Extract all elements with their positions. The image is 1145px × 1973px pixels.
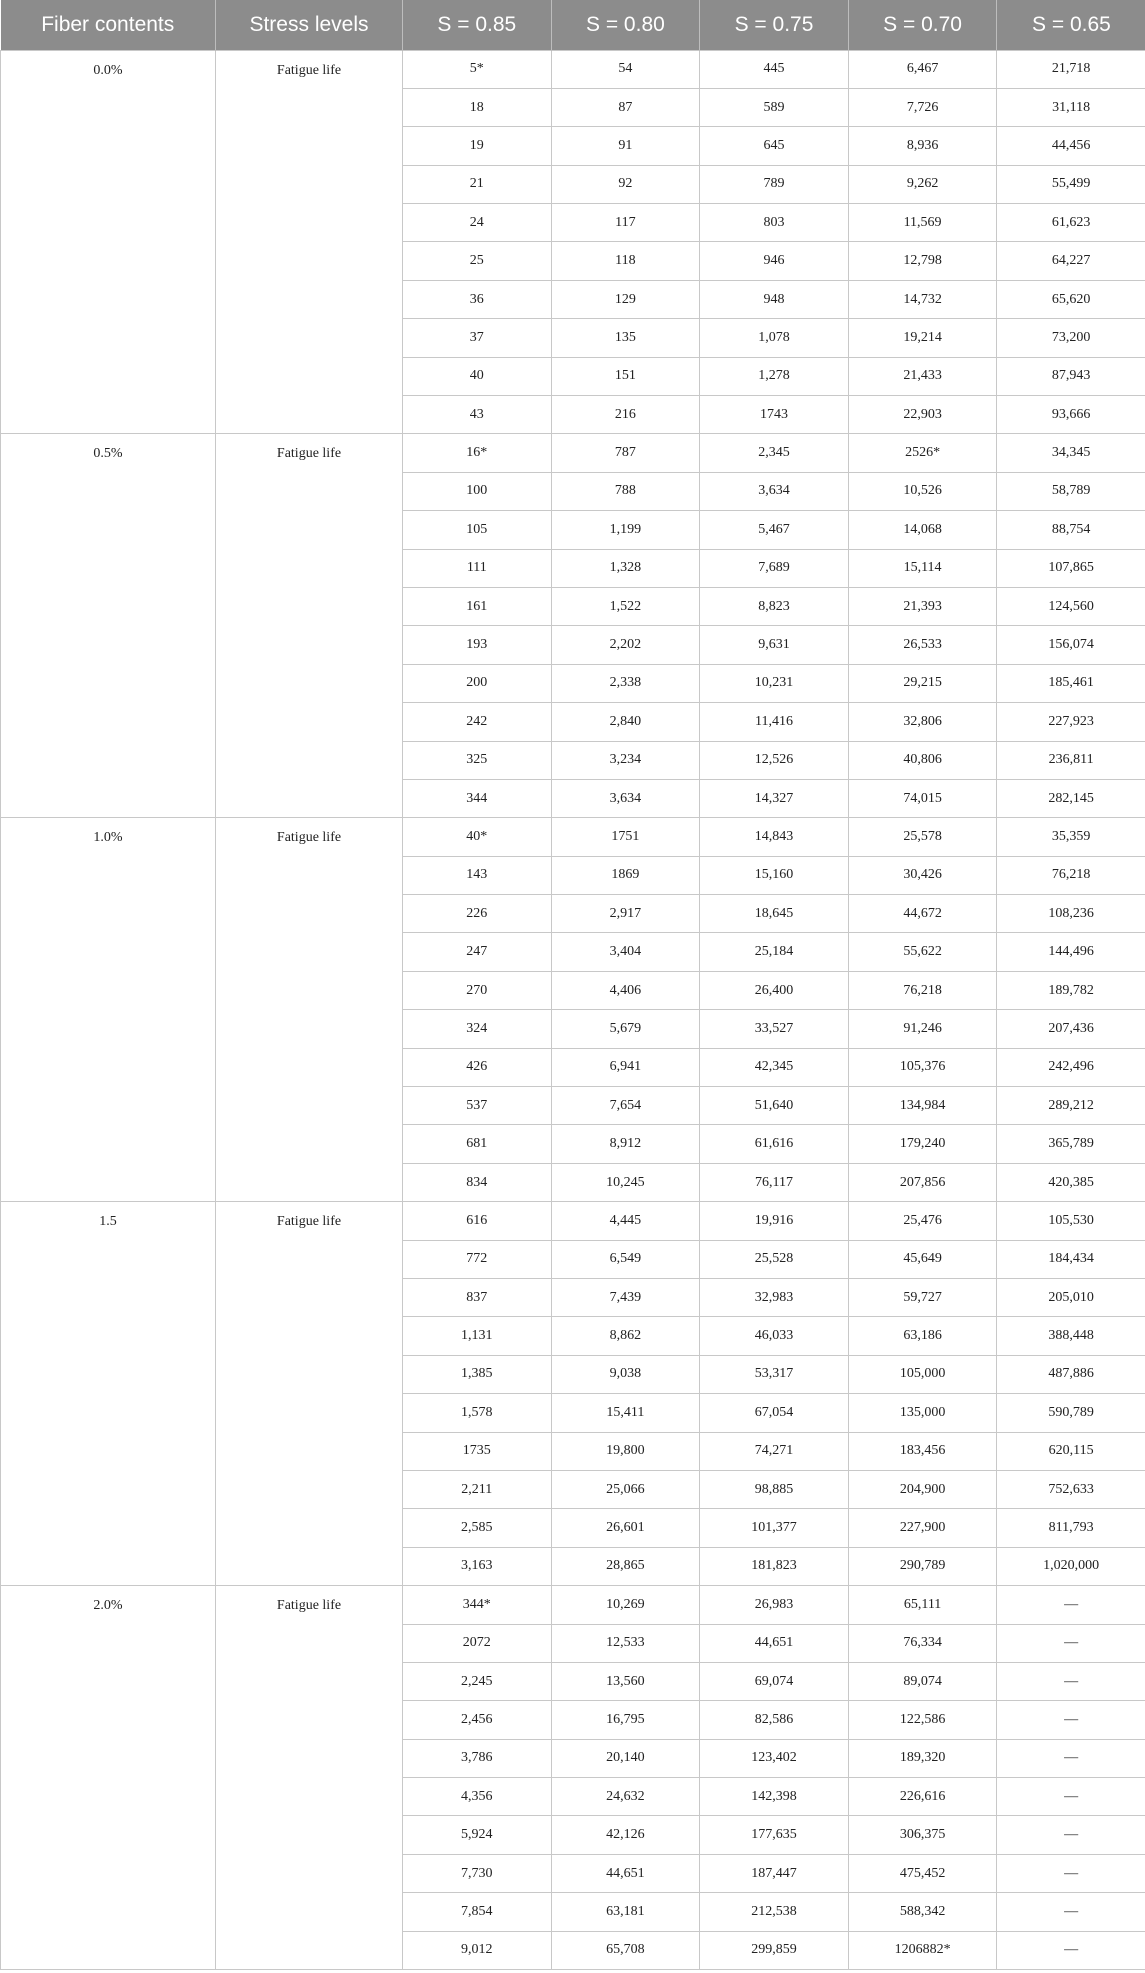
cell-s-065: 487,886 — [997, 1355, 1145, 1393]
cell-s-085: 25 — [403, 242, 552, 280]
cell-s-080: 54 — [551, 50, 700, 88]
cell-s-075: 946 — [700, 242, 849, 280]
cell-s-065: 752,633 — [997, 1470, 1145, 1508]
cell-s-070: 30,426 — [848, 856, 997, 894]
cell-s-065: 35,359 — [997, 818, 1145, 856]
cell-s-065: 107,865 — [997, 549, 1145, 587]
cell-s-070: 22,903 — [848, 396, 997, 434]
header-s-085: S = 0.85 — [403, 0, 552, 50]
cell-s-075: 42,345 — [700, 1048, 849, 1086]
cell-s-085: 1,131 — [403, 1317, 552, 1355]
cell-s-085: 200 — [403, 664, 552, 702]
cell-s-085: 772 — [403, 1240, 552, 1278]
cell-s-070: 8,936 — [848, 127, 997, 165]
cell-s-075: 212,538 — [700, 1893, 849, 1931]
cell-s-065: 44,456 — [997, 127, 1145, 165]
cell-s-070: 15,114 — [848, 549, 997, 587]
cell-s-075: 18,645 — [700, 895, 849, 933]
cell-s-080: 129 — [551, 280, 700, 318]
cell-s-080: 87 — [551, 88, 700, 126]
cell-s-070: 65,111 — [848, 1586, 997, 1624]
cell-s-065: 207,436 — [997, 1010, 1145, 1048]
cell-s-080: 2,338 — [551, 664, 700, 702]
cell-s-075: 5,467 — [700, 511, 849, 549]
cell-s-065: 289,212 — [997, 1087, 1145, 1125]
cell-s-075: 33,527 — [700, 1010, 849, 1048]
cell-s-080: 25,066 — [551, 1470, 700, 1508]
stress-level-cell: Fatigue life — [216, 1586, 403, 1970]
cell-s-065: 73,200 — [997, 319, 1145, 357]
cell-s-075: 177,635 — [700, 1816, 849, 1854]
cell-s-085: 2,456 — [403, 1701, 552, 1739]
cell-s-075: 1,078 — [700, 319, 849, 357]
cell-s-085: 2072 — [403, 1624, 552, 1662]
cell-s-070: 59,727 — [848, 1279, 997, 1317]
cell-s-085: 344* — [403, 1586, 552, 1624]
cell-s-080: 2,917 — [551, 895, 700, 933]
cell-s-075: 101,377 — [700, 1509, 849, 1547]
cell-s-070: 306,375 — [848, 1816, 997, 1854]
cell-s-085: 43 — [403, 396, 552, 434]
cell-s-070: 21,433 — [848, 357, 997, 395]
cell-s-065: 590,789 — [997, 1394, 1145, 1432]
cell-s-065: 189,782 — [997, 971, 1145, 1009]
cell-s-075: 11,416 — [700, 703, 849, 741]
cell-s-075: 25,528 — [700, 1240, 849, 1278]
cell-s-080: 16,795 — [551, 1701, 700, 1739]
cell-s-080: 1751 — [551, 818, 700, 856]
cell-s-075: 1743 — [700, 396, 849, 434]
cell-s-075: 181,823 — [700, 1547, 849, 1585]
cell-s-065: 184,434 — [997, 1240, 1145, 1278]
cell-s-085: 2,211 — [403, 1470, 552, 1508]
cell-s-085: 40 — [403, 357, 552, 395]
cell-s-065: 87,943 — [997, 357, 1145, 395]
cell-s-065: 388,448 — [997, 1317, 1145, 1355]
cell-s-065: 88,754 — [997, 511, 1145, 549]
cell-s-085: 270 — [403, 971, 552, 1009]
cell-s-075: 7,689 — [700, 549, 849, 587]
cell-s-075: 15,160 — [700, 856, 849, 894]
cell-s-075: 8,823 — [700, 587, 849, 625]
cell-s-085: 143 — [403, 856, 552, 894]
cell-s-085: 616 — [403, 1202, 552, 1240]
cell-s-075: 25,184 — [700, 933, 849, 971]
table-body — [1, 50, 1145, 1970]
cell-s-065: 65,620 — [997, 280, 1145, 318]
cell-s-080: 5,679 — [551, 1010, 700, 1048]
cell-s-080: 3,634 — [551, 779, 700, 817]
cell-s-085: 36 — [403, 280, 552, 318]
cell-s-080: 15,411 — [551, 1394, 700, 1432]
cell-s-085: 37 — [403, 319, 552, 357]
cell-s-065: — — [997, 1739, 1145, 1777]
cell-s-085: 226 — [403, 895, 552, 933]
cell-s-085: 161 — [403, 587, 552, 625]
cell-s-075: 82,586 — [700, 1701, 849, 1739]
cell-s-065: — — [997, 1624, 1145, 1662]
cell-s-070: 7,726 — [848, 88, 997, 126]
cell-s-075: 445 — [700, 50, 849, 88]
cell-s-070: 32,806 — [848, 703, 997, 741]
cell-s-070: 89,074 — [848, 1662, 997, 1700]
cell-s-085: 5* — [403, 50, 552, 88]
cell-s-085: 834 — [403, 1163, 552, 1201]
cell-s-065: 205,010 — [997, 1279, 1145, 1317]
fiber-content-cell: 1.0% — [1, 818, 216, 1202]
cell-s-070: 135,000 — [848, 1394, 997, 1432]
cell-s-080: 26,601 — [551, 1509, 700, 1547]
cell-s-070: 105,000 — [848, 1355, 997, 1393]
stress-level-cell: Fatigue life — [216, 50, 403, 434]
cell-s-085: 242 — [403, 703, 552, 741]
cell-s-065: 76,218 — [997, 856, 1145, 894]
cell-s-075: 19,916 — [700, 1202, 849, 1240]
cell-s-085: 21 — [403, 165, 552, 203]
cell-s-085: 16* — [403, 434, 552, 472]
cell-s-080: 92 — [551, 165, 700, 203]
cell-s-075: 69,074 — [700, 1662, 849, 1700]
cell-s-080: 6,549 — [551, 1240, 700, 1278]
cell-s-075: 98,885 — [700, 1470, 849, 1508]
cell-s-085: 1,578 — [403, 1394, 552, 1432]
cell-s-070: 40,806 — [848, 741, 997, 779]
cell-s-080: 6,941 — [551, 1048, 700, 1086]
cell-s-065: 105,530 — [997, 1202, 1145, 1240]
cell-s-075: 9,631 — [700, 626, 849, 664]
cell-s-070: 91,246 — [848, 1010, 997, 1048]
cell-s-085: 537 — [403, 1087, 552, 1125]
cell-s-075: 12,526 — [700, 741, 849, 779]
cell-s-065: — — [997, 1701, 1145, 1739]
cell-s-070: 29,215 — [848, 664, 997, 702]
cell-s-080: 63,181 — [551, 1893, 700, 1931]
cell-s-070: 475,452 — [848, 1854, 997, 1892]
cell-s-080: 20,140 — [551, 1739, 700, 1777]
cell-s-075: 645 — [700, 127, 849, 165]
cell-s-070: 290,789 — [848, 1547, 997, 1585]
cell-s-080: 12,533 — [551, 1624, 700, 1662]
cell-s-070: 25,578 — [848, 818, 997, 856]
table-row — [1, 1202, 1145, 1240]
cell-s-085: 344 — [403, 779, 552, 817]
cell-s-070: 588,342 — [848, 1893, 997, 1931]
cell-s-075: 26,400 — [700, 971, 849, 1009]
stress-level-cell: Fatigue life — [216, 1202, 403, 1586]
cell-s-065: 108,236 — [997, 895, 1145, 933]
cell-s-065: 620,115 — [997, 1432, 1145, 1470]
cell-s-065: 58,789 — [997, 472, 1145, 510]
cell-s-080: 4,445 — [551, 1202, 700, 1240]
cell-s-065: — — [997, 1586, 1145, 1624]
cell-s-070: 55,622 — [848, 933, 997, 971]
cell-s-085: 681 — [403, 1125, 552, 1163]
cell-s-080: 65,708 — [551, 1931, 700, 1969]
header-fiber-contents: Fiber contents — [1, 0, 216, 50]
cell-s-065: 282,145 — [997, 779, 1145, 817]
cell-s-070: 183,456 — [848, 1432, 997, 1470]
header-s-080: S = 0.80 — [551, 0, 700, 50]
cell-s-085: 7,730 — [403, 1854, 552, 1892]
cell-s-065: 31,118 — [997, 88, 1145, 126]
cell-s-085: 324 — [403, 1010, 552, 1048]
cell-s-085: 325 — [403, 741, 552, 779]
cell-s-080: 3,234 — [551, 741, 700, 779]
cell-s-080: 10,245 — [551, 1163, 700, 1201]
cell-s-070: 134,984 — [848, 1087, 997, 1125]
cell-s-080: 1,328 — [551, 549, 700, 587]
cell-s-080: 1,522 — [551, 587, 700, 625]
cell-s-070: 76,334 — [848, 1624, 997, 1662]
header-s-065: S = 0.65 — [997, 0, 1145, 50]
cell-s-085: 111 — [403, 549, 552, 587]
cell-s-075: 44,651 — [700, 1624, 849, 1662]
cell-s-080: 1,199 — [551, 511, 700, 549]
table-row — [1, 434, 1145, 472]
cell-s-070: 179,240 — [848, 1125, 997, 1163]
cell-s-080: 4,406 — [551, 971, 700, 1009]
cell-s-070: 122,586 — [848, 1701, 997, 1739]
cell-s-065: — — [997, 1854, 1145, 1892]
cell-s-070: 14,068 — [848, 511, 997, 549]
header-s-075: S = 0.75 — [700, 0, 849, 50]
fiber-content-cell: 0.5% — [1, 434, 216, 818]
cell-s-080: 7,439 — [551, 1279, 700, 1317]
cell-s-080: 44,651 — [551, 1854, 700, 1892]
cell-s-080: 151 — [551, 357, 700, 395]
stress-level-cell: Fatigue life — [216, 434, 403, 818]
cell-s-085: 18 — [403, 88, 552, 126]
cell-s-070: 19,214 — [848, 319, 997, 357]
cell-s-065: 55,499 — [997, 165, 1145, 203]
cell-s-085: 4,356 — [403, 1778, 552, 1816]
cell-s-085: 193 — [403, 626, 552, 664]
cell-s-080: 1869 — [551, 856, 700, 894]
cell-s-070: 10,526 — [848, 472, 997, 510]
cell-s-070: 12,798 — [848, 242, 997, 280]
stress-level-cell: Fatigue life — [216, 818, 403, 1202]
cell-s-070: 74,015 — [848, 779, 997, 817]
cell-s-075: 142,398 — [700, 1778, 849, 1816]
cell-s-085: 5,924 — [403, 1816, 552, 1854]
cell-s-080: 8,862 — [551, 1317, 700, 1355]
header-row — [1, 0, 1145, 50]
cell-s-080: 28,865 — [551, 1547, 700, 1585]
cell-s-085: 19 — [403, 127, 552, 165]
cell-s-085: 100 — [403, 472, 552, 510]
cell-s-080: 8,912 — [551, 1125, 700, 1163]
cell-s-075: 948 — [700, 280, 849, 318]
cell-s-065: — — [997, 1662, 1145, 1700]
cell-s-075: 76,117 — [700, 1163, 849, 1201]
cell-s-070: 25,476 — [848, 1202, 997, 1240]
cell-s-085: 105 — [403, 511, 552, 549]
cell-s-080: 19,800 — [551, 1432, 700, 1470]
cell-s-065: — — [997, 1816, 1145, 1854]
cell-s-070: 9,262 — [848, 165, 997, 203]
cell-s-070: 44,672 — [848, 895, 997, 933]
cell-s-075: 589 — [700, 88, 849, 126]
cell-s-065: 420,385 — [997, 1163, 1145, 1201]
cell-s-080: 216 — [551, 396, 700, 434]
cell-s-065: 227,923 — [997, 703, 1145, 741]
cell-s-065: — — [997, 1931, 1145, 1969]
cell-s-070: 11,569 — [848, 204, 997, 242]
cell-s-085: 40* — [403, 818, 552, 856]
cell-s-065: 21,718 — [997, 50, 1145, 88]
header-stress-levels: Stress levels — [216, 0, 403, 50]
cell-s-070: 1206882* — [848, 1931, 997, 1969]
cell-s-085: 3,163 — [403, 1547, 552, 1585]
cell-s-080: 42,126 — [551, 1816, 700, 1854]
cell-s-070: 76,218 — [848, 971, 997, 1009]
cell-s-080: 3,404 — [551, 933, 700, 971]
cell-s-085: 9,012 — [403, 1931, 552, 1969]
cell-s-080: 2,840 — [551, 703, 700, 741]
cell-s-065: 61,623 — [997, 204, 1145, 242]
cell-s-070: 26,533 — [848, 626, 997, 664]
table-row — [1, 1586, 1145, 1624]
cell-s-075: 61,616 — [700, 1125, 849, 1163]
cell-s-075: 789 — [700, 165, 849, 203]
cell-s-065: — — [997, 1778, 1145, 1816]
cell-s-075: 123,402 — [700, 1739, 849, 1777]
cell-s-070: 226,616 — [848, 1778, 997, 1816]
cell-s-085: 3,786 — [403, 1739, 552, 1777]
cell-s-080: 10,269 — [551, 1586, 700, 1624]
cell-s-070: 63,186 — [848, 1317, 997, 1355]
fiber-content-cell: 2.0% — [1, 1586, 216, 1970]
cell-s-070: 14,732 — [848, 280, 997, 318]
cell-s-065: 185,461 — [997, 664, 1145, 702]
cell-s-065: — — [997, 1893, 1145, 1931]
cell-s-075: 3,634 — [700, 472, 849, 510]
cell-s-080: 9,038 — [551, 1355, 700, 1393]
cell-s-085: 247 — [403, 933, 552, 971]
cell-s-065: 64,227 — [997, 242, 1145, 280]
cell-s-080: 135 — [551, 319, 700, 357]
cell-s-075: 10,231 — [700, 664, 849, 702]
cell-s-075: 14,327 — [700, 779, 849, 817]
cell-s-080: 7,654 — [551, 1087, 700, 1125]
cell-s-075: 2,345 — [700, 434, 849, 472]
cell-s-065: 124,560 — [997, 587, 1145, 625]
cell-s-075: 74,271 — [700, 1432, 849, 1470]
cell-s-075: 67,054 — [700, 1394, 849, 1432]
header-s-070: S = 0.70 — [848, 0, 997, 50]
cell-s-065: 1,020,000 — [997, 1547, 1145, 1585]
cell-s-080: 2,202 — [551, 626, 700, 664]
cell-s-075: 299,859 — [700, 1931, 849, 1969]
cell-s-085: 837 — [403, 1279, 552, 1317]
cell-s-065: 242,496 — [997, 1048, 1145, 1086]
cell-s-080: 118 — [551, 242, 700, 280]
cell-s-065: 365,789 — [997, 1125, 1145, 1163]
fiber-content-cell: 0.0% — [1, 50, 216, 434]
cell-s-085: 2,245 — [403, 1662, 552, 1700]
cell-s-085: 1735 — [403, 1432, 552, 1470]
cell-s-085: 2,585 — [403, 1509, 552, 1547]
cell-s-080: 787 — [551, 434, 700, 472]
cell-s-070: 21,393 — [848, 587, 997, 625]
cell-s-075: 187,447 — [700, 1854, 849, 1892]
cell-s-070: 207,856 — [848, 1163, 997, 1201]
cell-s-065: 156,074 — [997, 626, 1145, 664]
cell-s-075: 51,640 — [700, 1087, 849, 1125]
cell-s-075: 46,033 — [700, 1317, 849, 1355]
cell-s-080: 13,560 — [551, 1662, 700, 1700]
cell-s-080: 788 — [551, 472, 700, 510]
cell-s-075: 803 — [700, 204, 849, 242]
cell-s-065: 144,496 — [997, 933, 1145, 971]
fiber-content-cell: 1.5 — [1, 1202, 216, 1586]
cell-s-085: 426 — [403, 1048, 552, 1086]
cell-s-085: 7,854 — [403, 1893, 552, 1931]
table-row — [1, 818, 1145, 856]
cell-s-075: 53,317 — [700, 1355, 849, 1393]
table-row — [1, 50, 1145, 88]
cell-s-075: 14,843 — [700, 818, 849, 856]
cell-s-085: 24 — [403, 204, 552, 242]
cell-s-070: 227,900 — [848, 1509, 997, 1547]
cell-s-080: 91 — [551, 127, 700, 165]
cell-s-065: 236,811 — [997, 741, 1145, 779]
cell-s-070: 105,376 — [848, 1048, 997, 1086]
cell-s-070: 189,320 — [848, 1739, 997, 1777]
cell-s-075: 26,983 — [700, 1586, 849, 1624]
cell-s-065: 93,666 — [997, 396, 1145, 434]
cell-s-065: 34,345 — [997, 434, 1145, 472]
cell-s-085: 1,385 — [403, 1355, 552, 1393]
cell-s-080: 24,632 — [551, 1778, 700, 1816]
cell-s-070: 204,900 — [848, 1470, 997, 1508]
cell-s-070: 45,649 — [848, 1240, 997, 1278]
cell-s-080: 117 — [551, 204, 700, 242]
table-header — [1, 0, 1145, 50]
cell-s-065: 811,793 — [997, 1509, 1145, 1547]
cell-s-070: 2526* — [848, 434, 997, 472]
cell-s-070: 6,467 — [848, 50, 997, 88]
cell-s-075: 32,983 — [700, 1279, 849, 1317]
cell-s-075: 1,278 — [700, 357, 849, 395]
